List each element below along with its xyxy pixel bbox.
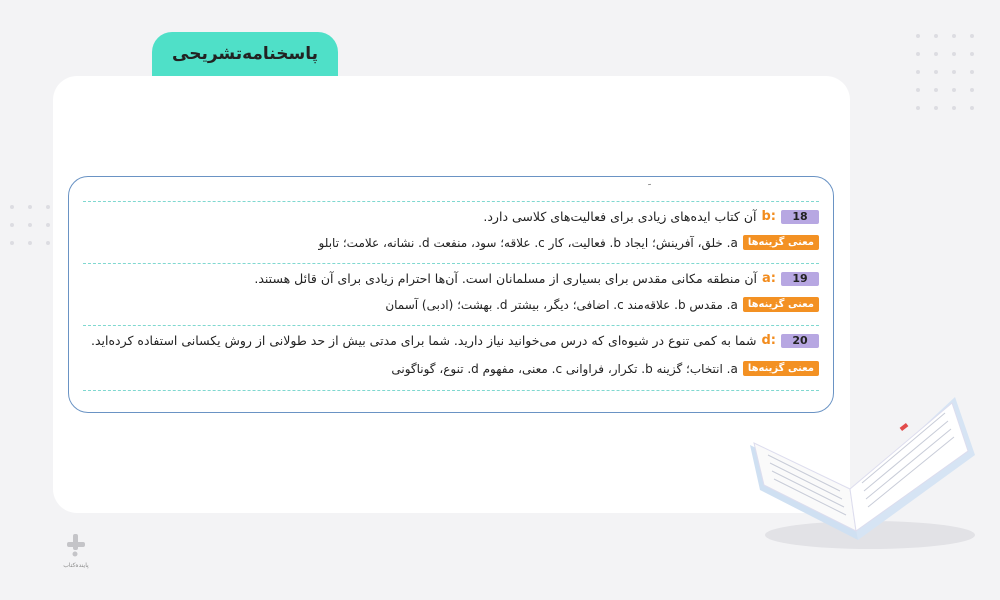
question-text: آن کتاب ایده‌های زیادی برای فعالیت‌های کلاسی دارد.: [483, 209, 757, 224]
question-row-19: [83, 271, 819, 286]
answer-letter: a:: [762, 271, 776, 286]
page-title: پاسخنامه‌تشریحی: [152, 32, 338, 76]
publisher-logo-icon: [65, 532, 87, 558]
question-row-18: [83, 209, 819, 224]
question-number: 18: [781, 210, 819, 224]
question-row-20: [83, 333, 819, 348]
meaning-text: a. خلق، آفرینش؛ ایجاد b. فعالیت، کار c. علاقه؛ سود، منفعت d. نشانه، علامت؛ تابلو: [318, 235, 738, 250]
meaning-row-20: [83, 361, 819, 376]
meaning-text: a. مقدس b. علاقه‌مند c. اضافی؛ دیگر، بیشتر d. بهشت؛ (ادبی) آسمان: [385, 297, 738, 312]
meaning-badge: معنی گزینه‌ها: [743, 361, 819, 376]
decorative-dots-right: [916, 34, 974, 110]
question-text: آن منطقه مکانی مقدس برای بسیاری از مسلمانان است. آن‌ها احترام زیادی برای آن قائل هستند.: [254, 271, 758, 286]
answer-letter: b:: [761, 209, 776, 224]
meaning-text: a. انتخاب؛ گزینه b. تکرار، فراوانی c. معنی، مفهوم d. تنوع، گوناگونی: [391, 361, 738, 376]
answer-letter: d:: [761, 333, 776, 348]
divider: [83, 263, 819, 264]
divider: [83, 201, 819, 202]
answer-panel: [68, 176, 834, 413]
question-number: 19: [781, 272, 819, 286]
divider: [83, 390, 819, 391]
meaning-row-18: [83, 235, 819, 250]
divider: [83, 325, 819, 326]
meaning-badge: معنی گزینه‌ها: [743, 235, 819, 250]
publisher-logo-caption: پاینده‌کتاب: [63, 562, 89, 569]
question-text: شما به کمی تنوع در شیوه‌ای که درس می‌خوانید نیاز دارید. شما برای مدتی بیش از حد طولانی از روش یکسانی استفاده کرده‌اید.: [91, 333, 757, 348]
open-book-illustration: [740, 385, 980, 555]
publisher-logo: [56, 532, 96, 569]
question-number: 20: [781, 334, 819, 348]
meaning-badge: معنی گزینه‌ها: [743, 297, 819, 312]
meaning-row-19: [83, 297, 819, 312]
